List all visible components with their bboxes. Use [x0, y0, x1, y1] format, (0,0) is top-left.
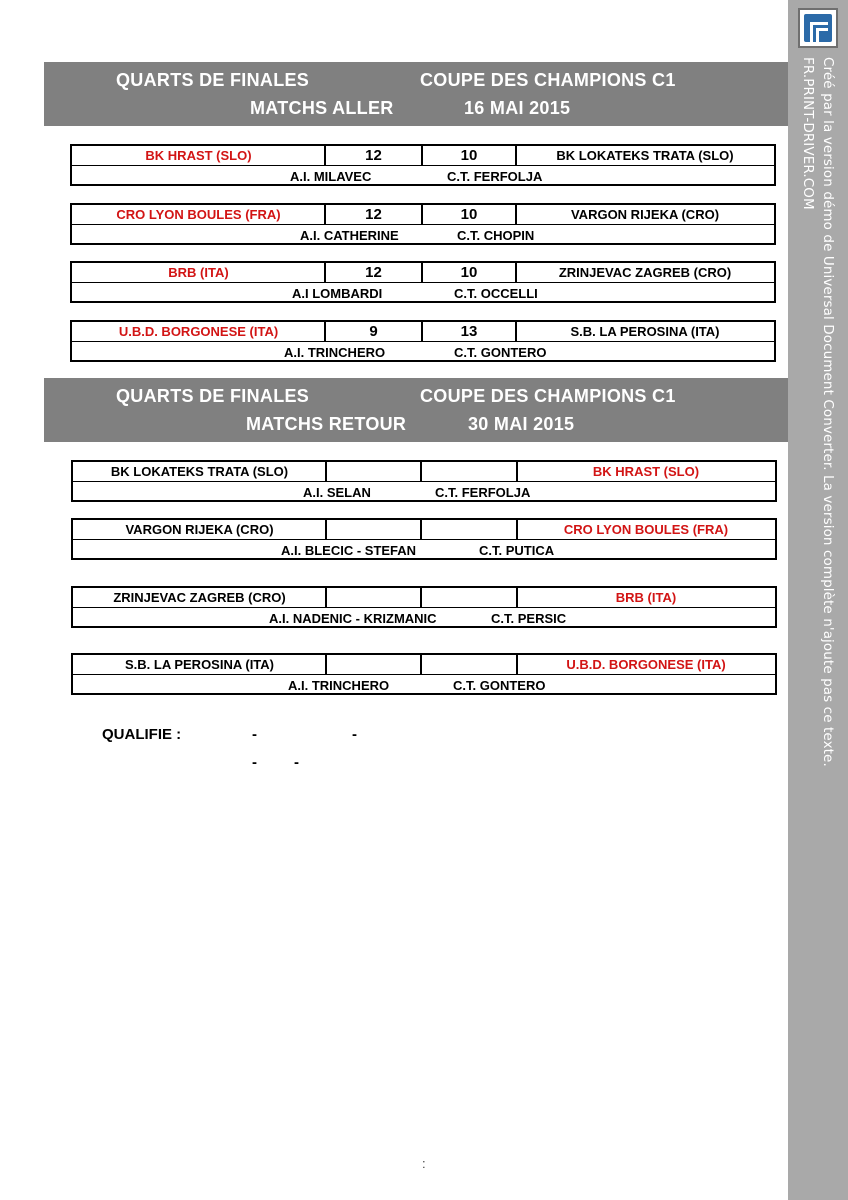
commissaire-technique: C.T. GONTERO — [453, 678, 546, 693]
match-card — [71, 460, 777, 502]
match-card — [70, 320, 776, 362]
away-team: U.B.D. BORGONESE (ITA) — [566, 657, 726, 672]
away-team: S.B. LA PEROSINA (ITA) — [570, 324, 720, 339]
commissaire-technique: C.T. CHOPIN — [457, 228, 535, 243]
arbitre-international: A.I. TRINCHERO — [288, 678, 390, 693]
banner-subtitle-left: MATCHS ALLER — [250, 98, 394, 118]
away-score — [421, 655, 517, 674]
away-score: 10 — [460, 264, 478, 281]
watermark-line-1: Créé par la version démo de Universal Document Converter. La version complète n'ajoute pas ce texte. — [820, 57, 836, 767]
home-team: ZRINJEVAC ZAGREB (CRO) — [113, 590, 286, 605]
banner-title-left: QUARTS DE FINALES — [116, 70, 310, 90]
home-team: CRO LYON BOULES (FRA) — [116, 207, 281, 222]
match-card — [70, 144, 776, 186]
converter-logo-icon — [798, 8, 838, 48]
home-score — [326, 520, 421, 539]
match-card — [71, 518, 777, 560]
home-team: BK LOKATEKS TRATA (SLO) — [110, 464, 289, 479]
commissaire-technique: C.T. PERSIC — [491, 611, 567, 626]
home-score: 9 — [369, 323, 378, 340]
away-team: VARGON RIJEKA (CRO) — [570, 207, 720, 222]
home-team: U.B.D. BORGONESE (ITA) — [118, 324, 279, 339]
away-team: CRO LYON BOULES (FRA) — [563, 522, 729, 537]
banner-subtitle-left: MATCHS RETOUR — [246, 414, 407, 434]
home-score: 12 — [365, 206, 382, 223]
home-score: 12 — [365, 147, 382, 164]
commissaire-technique: C.T. FERFOLJA — [435, 485, 531, 500]
away-score — [421, 520, 517, 539]
qualifie-label: QUALIFIE : — [102, 726, 182, 743]
footer-mark: : — [422, 1156, 426, 1171]
arbitre-international: A.I. NADENIC - KRIZMANIC — [269, 611, 437, 626]
match-card — [71, 653, 777, 695]
commissaire-technique: C.T. GONTERO — [454, 345, 547, 360]
watermark-line-2: FR.PRINT-DRIVER.COM — [800, 57, 816, 210]
away-score — [421, 462, 517, 481]
arbitre-international: A.I. SELAN — [303, 485, 371, 500]
banner-title-right: COUPE DES CHAMPIONS C1 — [420, 386, 676, 406]
banner-subtitle-right: 30 MAI 2015 — [468, 414, 575, 434]
banner-title-right: COUPE DES CHAMPIONS C1 — [420, 70, 676, 90]
home-team: S.B. LA PEROSINA (ITA) — [124, 657, 275, 672]
banner-title-left: QUARTS DE FINALES — [116, 386, 310, 406]
arbitre-international: A.I. TRINCHERO — [284, 345, 386, 360]
banner-subtitle-right: 16 MAI 2015 — [464, 98, 571, 118]
away-team: BK HRAST (SLO) — [592, 464, 700, 479]
arbitre-international: A.I. CATHERINE — [300, 228, 399, 243]
home-score — [326, 588, 421, 607]
home-team: VARGON RIJEKA (CRO) — [125, 522, 274, 537]
away-team: ZRINJEVAC ZAGREB (CRO) — [558, 265, 732, 280]
commissaire-technique: C.T. OCCELLI — [454, 286, 538, 301]
home-score — [326, 462, 421, 481]
banner-matchs-retour — [44, 378, 788, 442]
away-score: 13 — [460, 323, 478, 340]
home-team: BRB (ITA) — [168, 265, 229, 280]
away-score: 10 — [460, 147, 478, 164]
away-team: BRB (ITA) — [615, 590, 677, 605]
arbitre-international: A.I LOMBARDI — [292, 286, 383, 301]
home-team: BK HRAST (SLO) — [145, 148, 252, 163]
match-card — [71, 586, 777, 628]
match-card — [70, 203, 776, 245]
commissaire-technique: C.T. FERFOLJA — [447, 169, 543, 184]
away-score: 10 — [460, 206, 478, 223]
away-score — [421, 588, 517, 607]
away-team: BK LOKATEKS TRATA (SLO) — [556, 148, 734, 163]
arbitre-international: A.I. BLECIC - STEFAN — [281, 543, 417, 558]
qualifie-dash: - — [352, 726, 357, 743]
commissaire-technique: C.T. PUTICA — [479, 543, 555, 558]
watermark-text — [798, 57, 838, 767]
qualifie-dash: - — [252, 754, 257, 771]
home-score: 12 — [365, 264, 382, 281]
match-card — [70, 261, 776, 303]
arbitre-international: A.I. MILAVEC — [290, 169, 372, 184]
home-score — [326, 655, 421, 674]
banner-matchs-aller — [44, 62, 788, 126]
qualifie-dash: - — [252, 726, 257, 743]
qualifie-dash: - — [294, 754, 299, 771]
